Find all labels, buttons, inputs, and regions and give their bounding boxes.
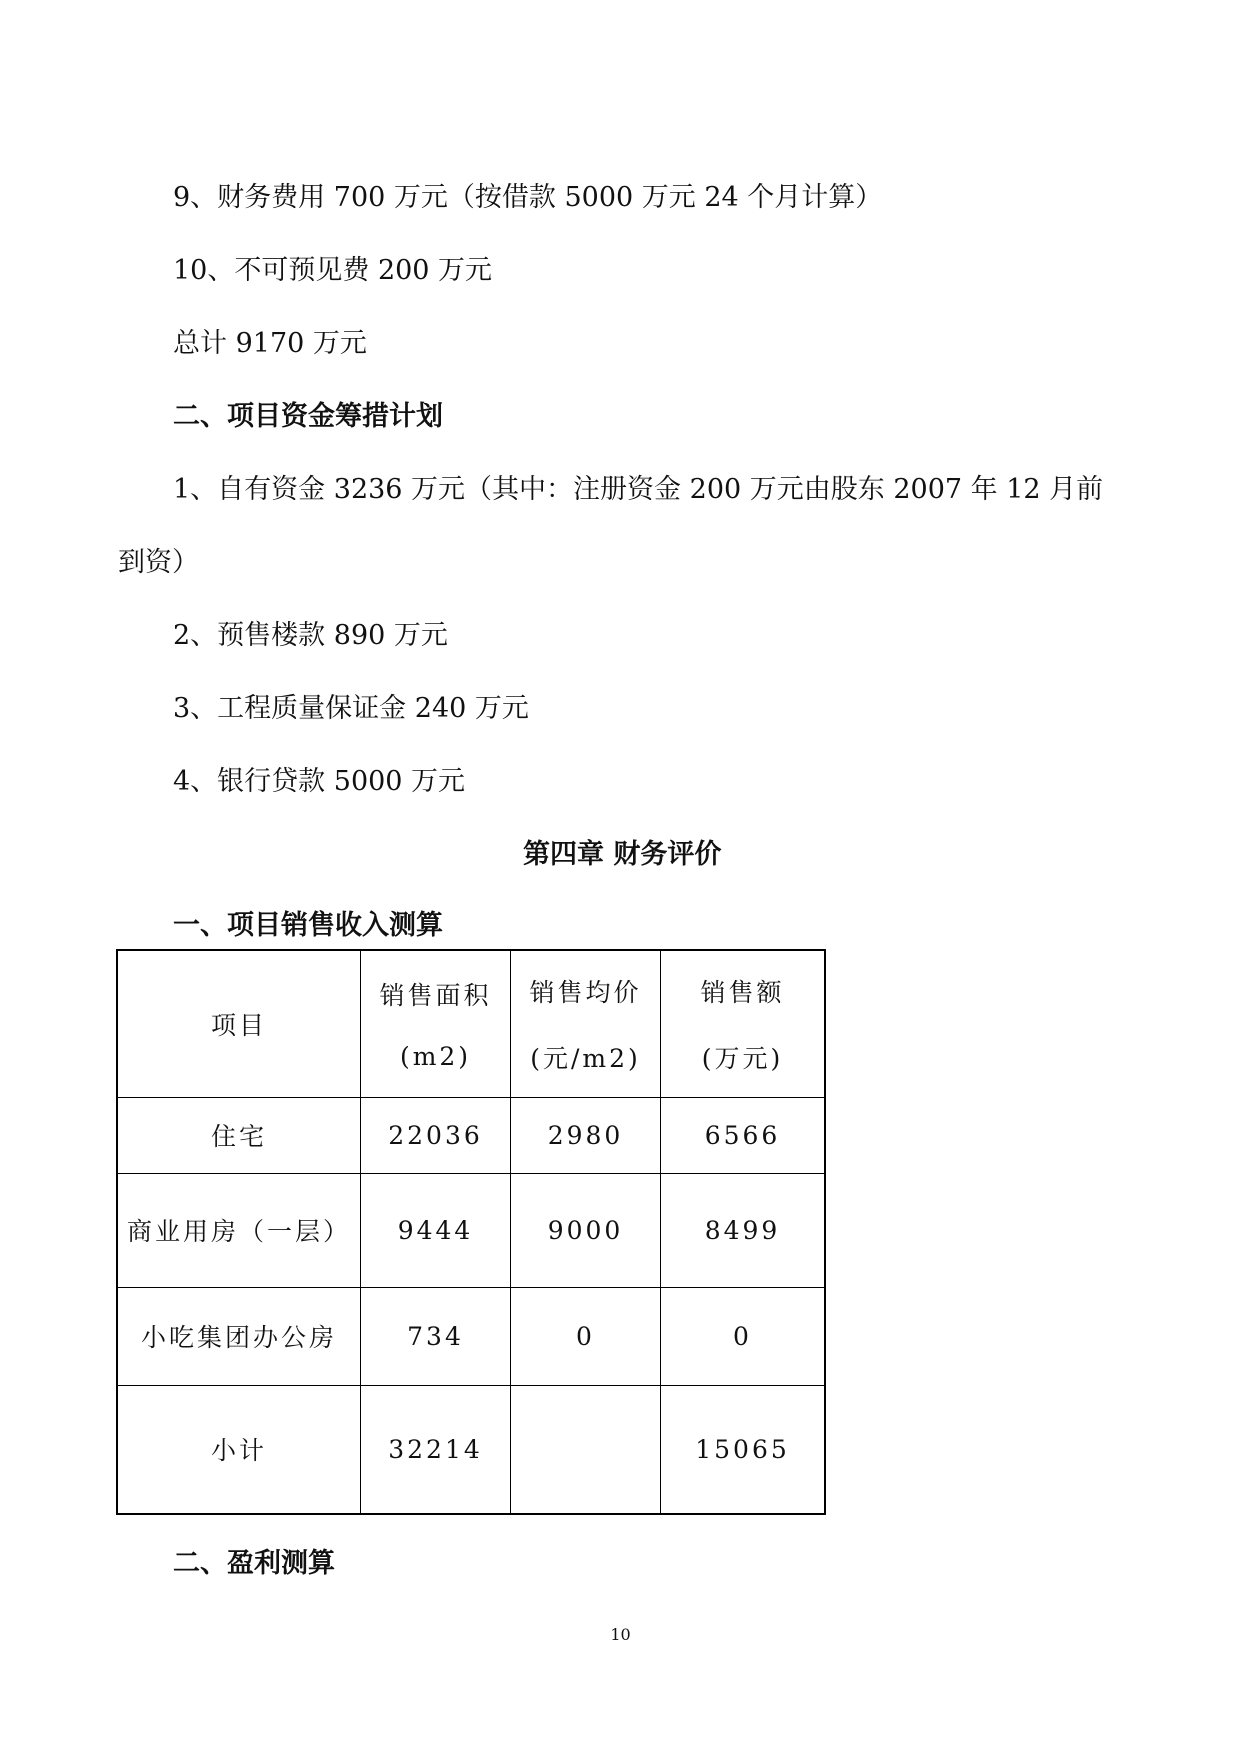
paragraph-finance-cost: 9、财务费用 700 万元（按借款 5000 万元 24 个月计算） bbox=[173, 182, 883, 213]
section-heading-profit: 二、盈利测算 bbox=[173, 1548, 335, 1579]
table-cell: 734 bbox=[361, 1287, 511, 1385]
table-cell: 0 bbox=[511, 1287, 661, 1385]
table-row-subtotal bbox=[117, 1385, 825, 1514]
paragraph-quality-deposit: 3、工程质量保证金 240 万元 bbox=[173, 693, 529, 724]
table-cell: 商业用房（一层） bbox=[117, 1173, 361, 1287]
paragraph-contingency: 10、不可预见费 200 万元 bbox=[173, 255, 493, 286]
table-cell: 0 bbox=[661, 1287, 826, 1385]
chapter-title: 第四章 财务评价 bbox=[523, 839, 722, 870]
table-cell bbox=[511, 1385, 661, 1514]
header-cell-area: 销售面积 (m2) bbox=[361, 950, 511, 1097]
table-cell: 8499 bbox=[661, 1173, 826, 1287]
table-cell: 22036 bbox=[361, 1097, 511, 1173]
table-row bbox=[117, 1097, 825, 1173]
table-cell: 9000 bbox=[511, 1173, 661, 1287]
header-cell-item: 项目 bbox=[117, 950, 361, 1097]
table-cell: 小吃集团办公房 bbox=[117, 1287, 361, 1385]
table-cell: 小计 bbox=[117, 1385, 361, 1514]
section-heading-sales: 一、项目销售收入测算 bbox=[173, 910, 443, 941]
table-cell: 32214 bbox=[361, 1385, 511, 1514]
paragraph-presale: 2、预售楼款 890 万元 bbox=[173, 620, 448, 651]
paragraph-total: 总计 9170 万元 bbox=[173, 328, 367, 359]
table-cell: 住宅 bbox=[117, 1097, 361, 1173]
table-cell: 6566 bbox=[661, 1097, 826, 1173]
table-header-row bbox=[117, 950, 825, 1097]
table-cell: 15065 bbox=[661, 1385, 826, 1514]
table-row bbox=[117, 1287, 825, 1385]
header-cell-price: 销售均价 (元/m2) bbox=[511, 950, 661, 1097]
paragraph-own-funds: 1、自有资金 3236 万元（其中：注册资金 200 万元由股东 2007 年 12 月前 bbox=[173, 474, 1104, 505]
header-cell-amount: 销售额 (万元) bbox=[661, 950, 826, 1097]
table-cell: 9444 bbox=[361, 1173, 511, 1287]
page-number: 10 bbox=[610, 1625, 631, 1644]
table-row bbox=[117, 1173, 825, 1287]
paragraph-own-funds-cont: 到资） bbox=[118, 547, 199, 578]
table-cell: 2980 bbox=[511, 1097, 661, 1173]
section-heading-funding: 二、项目资金筹措计划 bbox=[173, 401, 443, 432]
sales-table bbox=[116, 949, 826, 1515]
paragraph-bank-loan: 4、银行贷款 5000 万元 bbox=[173, 766, 466, 797]
